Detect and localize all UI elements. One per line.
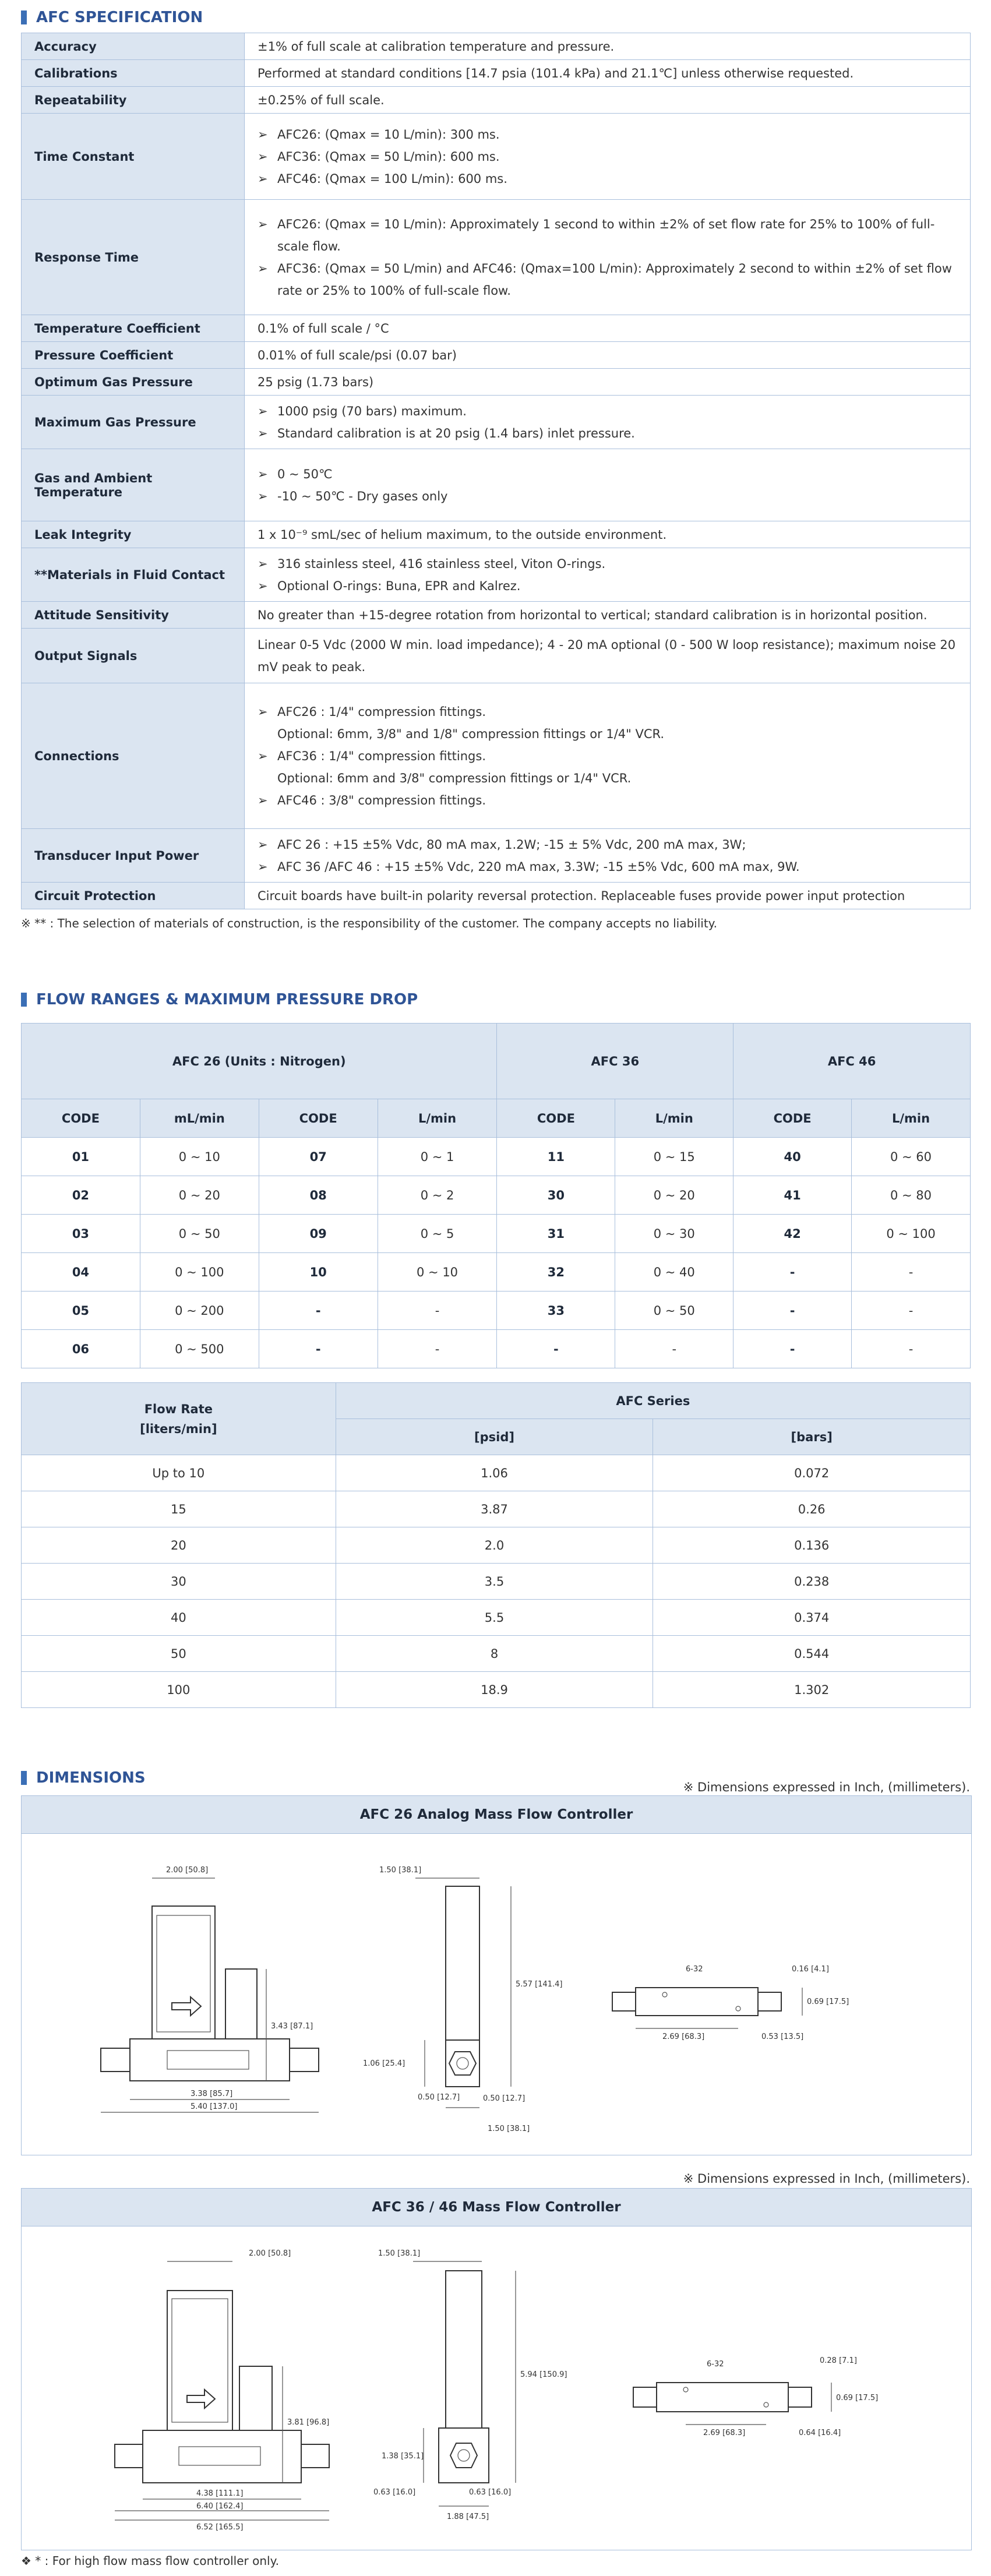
- spec-row: [22, 342, 971, 369]
- spec-bullet-text: 0 ~ 50℃: [277, 467, 333, 481]
- dimensions-section-title: DIMENSIONS: [21, 1766, 146, 1790]
- spec-label: Calibrations: [22, 60, 245, 87]
- psid-cell: 3.5: [336, 1564, 653, 1600]
- dimension-label: 3.38 [85.7]: [191, 2090, 233, 2098]
- dimension-label: 1.88 [47.5]: [447, 2513, 489, 2521]
- spec-label: Accuracy: [22, 33, 245, 60]
- arrow-bullet-icon: ➢: [258, 704, 268, 719]
- dimension-label: 0.50 [12.7]: [483, 2094, 526, 2103]
- spec-label: Time Constant: [22, 114, 245, 200]
- code-cell: 05: [22, 1291, 140, 1330]
- flow-rate-cell: Up to 10: [22, 1455, 336, 1491]
- spec-row: [22, 200, 971, 315]
- dimension-label: 3.43 [87.1]: [271, 2022, 313, 2031]
- spec-bullet-text: AFC 36 /AFC 46 : +15 ±5% Vdc, 220 mA max, 3.3W; -15 ±5% Vdc, 600 mA max, 9W.: [277, 859, 800, 874]
- spec-value: 0.01% of full scale/psi (0.07 bar): [245, 342, 971, 369]
- spec-row: [22, 396, 971, 449]
- table-row: [22, 1330, 971, 1368]
- code-cell: -: [259, 1330, 378, 1368]
- arrow-bullet-icon: ➢: [258, 426, 268, 440]
- spec-bullet: [258, 701, 957, 745]
- range-cell: 0 ~ 10: [140, 1138, 259, 1176]
- psid-cell: 5.5: [336, 1600, 653, 1636]
- psid-cell: 2.0: [336, 1527, 653, 1564]
- spec-value: Performed at standard conditions [14.7 psia (101.4 kPa) and 21.1℃] unless otherwise requested.: [245, 60, 971, 87]
- arrow-bullet-icon: ➢: [258, 556, 268, 571]
- code-cell: 11: [497, 1138, 615, 1176]
- flow-rate-cell: 20: [22, 1527, 336, 1564]
- dimension-label: 0.64 [16.4]: [799, 2429, 841, 2437]
- table-row: [22, 1600, 971, 1636]
- arrow-bullet-icon: ➢: [258, 749, 268, 763]
- flow-rate-cell: 40: [22, 1600, 336, 1636]
- code-cell: -: [259, 1291, 378, 1330]
- bars-cell: 0.26: [653, 1491, 971, 1527]
- dimension-label: 1.38 [35.1]: [382, 2452, 424, 2461]
- code-cell: 03: [22, 1215, 140, 1253]
- table-row: [22, 1527, 971, 1564]
- spec-table: [21, 33, 971, 909]
- spec-bullet: [258, 856, 957, 878]
- dimension-label: 0.63 [16.0]: [373, 2488, 416, 2497]
- spec-label: Attitude Sensitivity: [22, 602, 245, 629]
- code-cell: 41: [733, 1176, 852, 1215]
- spec-value: 0.1% of full scale / °C: [245, 315, 971, 342]
- afc26-side-view: [415, 1878, 511, 2108]
- arrow-bullet-icon: ➢: [258, 837, 268, 852]
- spec-bullet-text: 316 stainless steel, 416 stainless steel, Viton O-rings.: [277, 556, 606, 571]
- section-marker: [21, 1771, 27, 1785]
- dimension-label: 6-32: [707, 2360, 724, 2369]
- table-row: [22, 1455, 971, 1491]
- code-cell: -: [733, 1291, 852, 1330]
- spec-bullet: [258, 146, 957, 168]
- range-cell: -: [378, 1330, 497, 1368]
- code-cell: 31: [497, 1215, 615, 1253]
- flow-rate-cell: 15: [22, 1491, 336, 1527]
- range-cell: -: [852, 1330, 971, 1368]
- afc26-drawing-title: AFC 26 Analog Mass Flow Controller: [22, 1796, 971, 1834]
- group-afc36: AFC 36: [497, 1024, 733, 1099]
- code-cell: 30: [497, 1176, 615, 1215]
- afc26-dimension-drawing: [22, 1834, 970, 2154]
- arrow-bullet-icon: ➢: [258, 149, 268, 164]
- spec-bullet-text: AFC46: (Qmax = 100 L/min): 600 ms.: [277, 171, 507, 186]
- spec-label: Response Time: [22, 200, 245, 315]
- spec-bullet: [258, 553, 957, 575]
- spec-row: [22, 369, 971, 396]
- range-cell: 0 ~ 80: [852, 1176, 971, 1215]
- dimension-label: 6.52 [165.5]: [196, 2523, 244, 2532]
- dimension-label: 1.06 [25.4]: [363, 2059, 405, 2068]
- spec-label: Optimum Gas Pressure: [22, 369, 245, 396]
- psid-cell: 18.9: [336, 1672, 653, 1708]
- afc36-drawing-title: AFC 36 / 46 Mass Flow Controller: [22, 2189, 971, 2226]
- spec-bullet: [258, 168, 957, 190]
- psid-cell: 1.06: [336, 1455, 653, 1491]
- range-cell: 0 ~ 10: [378, 1253, 497, 1291]
- spec-row: [22, 521, 971, 548]
- bars-header: [bars]: [653, 1419, 971, 1455]
- spec-value: No greater than +15-degree rotation from horizontal to vertical; standard calibration is in horizontal position.: [245, 602, 971, 629]
- spec-bullet: [258, 463, 957, 485]
- spec-row: [22, 87, 971, 114]
- dimensions-unit-note-2: ※ Dimensions expressed in Inch, (millimeters).: [683, 2172, 970, 2186]
- spec-bullet-text: AFC36: (Qmax = 50 L/min): 600 ms.: [277, 149, 500, 164]
- code-cell: 04: [22, 1253, 140, 1291]
- range-cell: 0 ~ 1: [378, 1138, 497, 1176]
- flow-column-header: L/min: [615, 1099, 733, 1138]
- spec-bullet: [258, 257, 957, 302]
- bars-cell: 0.136: [653, 1527, 971, 1564]
- bars-cell: 1.302: [653, 1672, 971, 1708]
- spec-bullet-text: AFC 26 : +15 ±5% Vdc, 80 mA max, 1.2W; -15 ± 5% Vdc, 200 mA max, 3W;: [277, 837, 746, 852]
- range-cell: -: [615, 1330, 733, 1368]
- dimension-label: 2.69 [68.3]: [662, 2032, 705, 2041]
- spec-bullet: [258, 789, 957, 811]
- bars-cell: 0.072: [653, 1455, 971, 1491]
- spec-bullet: [258, 834, 957, 856]
- afc36-side-view: [413, 2261, 516, 2506]
- spec-bullet: [258, 745, 957, 789]
- spec-label: Temperature Coefficient: [22, 315, 245, 342]
- spec-bullet-continuation: Optional: 6mm and 3/8" compression fittings or 1/4" VCR.: [277, 771, 632, 785]
- flow-column-header: CODE: [497, 1099, 615, 1138]
- dimension-label: 5.57 [141.4]: [516, 1980, 563, 1989]
- psid-cell: 3.87: [336, 1491, 653, 1527]
- table-row: [22, 1176, 971, 1215]
- spec-value: [245, 396, 971, 449]
- spec-value: Circuit boards have built-in polarity reversal protection. Replaceable fuses provide power input protection: [245, 883, 971, 909]
- dimension-label: 3.81 [96.8]: [287, 2418, 330, 2427]
- code-cell: 06: [22, 1330, 140, 1368]
- spec-bullet-text: 1000 psig (70 bars) maximum.: [277, 404, 467, 418]
- table-row: [22, 1138, 971, 1176]
- spec-bullet: [258, 213, 957, 257]
- spec-label: Leak Integrity: [22, 521, 245, 548]
- spec-row: [22, 683, 971, 829]
- psid-cell: 8: [336, 1636, 653, 1672]
- code-cell: 08: [259, 1176, 378, 1215]
- afc36-top-view: [633, 2383, 831, 2425]
- arrow-bullet-icon: ➢: [258, 127, 268, 142]
- spec-bullet: [258, 485, 957, 507]
- spec-bullet-text: AFC26: (Qmax = 10 L/min): 300 ms.: [277, 127, 500, 142]
- spec-row: [22, 829, 971, 883]
- dimension-label: 0.69 [17.5]: [836, 2394, 879, 2402]
- spec-value: Linear 0-5 Vdc (2000 W min. load impedance); 4 - 20 mA optional (0 - 500 W loop resistance); maximum noise 20 mV peak to peak.: [245, 629, 971, 683]
- dimension-label: 4.38 [111.1]: [196, 2489, 244, 2498]
- range-cell: 0 ~ 20: [140, 1176, 259, 1215]
- afc36-drawing-panel: [21, 2188, 972, 2550]
- spec-bullet-text: AFC26 : 1/4" compression fittings.: [277, 704, 486, 719]
- arrow-bullet-icon: ➢: [258, 578, 268, 593]
- table-row: [22, 1291, 971, 1330]
- afc26-top-view: [612, 1988, 802, 2028]
- arrow-bullet-icon: ➢: [258, 859, 268, 874]
- group-afc26: AFC 26 (Units : Nitrogen): [22, 1024, 497, 1099]
- spec-row: [22, 114, 971, 200]
- table-row: [22, 1491, 971, 1527]
- flow-rate-cell: 100: [22, 1672, 336, 1708]
- spec-row: [22, 602, 971, 629]
- spec-bullet: [258, 575, 957, 597]
- dimension-label: 2.00 [50.8]: [166, 1866, 209, 1875]
- spec-value: [245, 829, 971, 883]
- spec-bullet-text: -10 ~ 50℃ - Dry gases only: [277, 489, 448, 503]
- afc26-drawing-panel: [21, 1795, 972, 2155]
- code-cell: 33: [497, 1291, 615, 1330]
- dimension-label: 0.69 [17.5]: [807, 1998, 849, 2006]
- spec-label: **Materials in Fluid Contact: [22, 548, 245, 602]
- afc-series-header: AFC Series: [336, 1383, 970, 1419]
- code-cell: -: [733, 1330, 852, 1368]
- dimension-label: 0.63 [16.0]: [469, 2488, 512, 2497]
- range-cell: -: [378, 1291, 497, 1330]
- range-cell: 0 ~ 5: [378, 1215, 497, 1253]
- dimension-label: 0.50 [12.7]: [418, 2093, 460, 2102]
- spec-value: [245, 200, 971, 315]
- section-marker: [21, 10, 27, 24]
- spec-row: [22, 60, 971, 87]
- arrow-bullet-icon: ➢: [258, 261, 268, 276]
- dimension-label: 0.16 [4.1]: [792, 1965, 829, 1974]
- dimension-label: 1.50 [38.1]: [488, 2125, 530, 2133]
- dimension-label: 2.69 [68.3]: [703, 2429, 746, 2437]
- spec-label: Maximum Gas Pressure: [22, 396, 245, 449]
- spec-bullet-text: AFC46 : 3/8" compression fittings.: [277, 793, 486, 807]
- table-row: [22, 1636, 971, 1672]
- code-cell: 32: [497, 1253, 615, 1291]
- spec-label: Pressure Coefficient: [22, 342, 245, 369]
- dimensions-footnote: ❖ * : For high flow mass flow controller only.: [21, 2554, 279, 2568]
- range-cell: 0 ~ 40: [615, 1253, 733, 1291]
- arrow-bullet-icon: ➢: [258, 171, 268, 186]
- arrow-bullet-icon: ➢: [258, 489, 268, 503]
- code-cell: -: [733, 1253, 852, 1291]
- dimension-label: 1.50 [38.1]: [378, 2249, 421, 2258]
- code-cell: 07: [259, 1138, 378, 1176]
- afc36-dimension-drawing: [22, 2226, 970, 2549]
- bars-cell: 0.374: [653, 1600, 971, 1636]
- spec-value: ±1% of full scale at calibration temperature and pressure.: [245, 33, 971, 60]
- code-cell: 40: [733, 1138, 852, 1176]
- arrow-bullet-icon: ➢: [258, 467, 268, 481]
- afc26-front-view: [101, 1878, 319, 2112]
- range-cell: 0 ~ 100: [852, 1215, 971, 1253]
- afc36-front-view: [115, 2261, 329, 2520]
- spec-bullet-text: Optional O-rings: Buna, EPR and Kalrez.: [277, 578, 521, 593]
- code-cell: 09: [259, 1215, 378, 1253]
- range-cell: 0 ~ 30: [615, 1215, 733, 1253]
- flow-rate-cell: 50: [22, 1636, 336, 1672]
- flow-column-header: L/min: [378, 1099, 497, 1138]
- range-cell: 0 ~ 2: [378, 1176, 497, 1215]
- range-cell: -: [852, 1253, 971, 1291]
- arrow-bullet-icon: ➢: [258, 217, 268, 231]
- spec-value: [245, 548, 971, 602]
- arrow-bullet-icon: ➢: [258, 404, 268, 418]
- flow-column-header: CODE: [733, 1099, 852, 1138]
- range-cell: 0 ~ 60: [852, 1138, 971, 1176]
- spec-value: 25 psig (1.73 bars): [245, 369, 971, 396]
- flow-rate-header: Flow Rate [liters/min]: [22, 1383, 336, 1455]
- spec-row: [22, 33, 971, 60]
- code-cell: 10: [259, 1253, 378, 1291]
- table-row: [22, 1672, 971, 1708]
- range-cell: 0 ~ 100: [140, 1253, 259, 1291]
- spec-bullet-text: Standard calibration is at 20 psig (1.4 bars) inlet pressure.: [277, 426, 635, 440]
- bars-cell: 0.544: [653, 1636, 971, 1672]
- spec-bullet: [258, 400, 957, 422]
- spec-row: [22, 629, 971, 683]
- spec-value: ±0.25% of full scale.: [245, 87, 971, 114]
- spec-section-title: AFC SPECIFICATION: [21, 6, 203, 29]
- spec-label: Transducer Input Power: [22, 829, 245, 883]
- flow-column-header: mL/min: [140, 1099, 259, 1138]
- spec-value: 1 x 10⁻⁹ smL/sec of helium maximum, to the outside environment.: [245, 521, 971, 548]
- spec-bullet-text: AFC36 : 1/4" compression fittings.: [277, 749, 486, 763]
- dimension-label: 0.28 [7.1]: [820, 2356, 857, 2365]
- range-cell: 0 ~ 50: [615, 1291, 733, 1330]
- range-cell: 0 ~ 15: [615, 1138, 733, 1176]
- flow-section-title: FLOW RANGES & MAXIMUM PRESSURE DROP: [21, 988, 418, 1011]
- spec-label: Output Signals: [22, 629, 245, 683]
- spec-label: Connections: [22, 683, 245, 829]
- table-row: [22, 1215, 971, 1253]
- flow-column-header: CODE: [22, 1099, 140, 1138]
- flow-column-header: CODE: [259, 1099, 378, 1138]
- bars-cell: 0.238: [653, 1564, 971, 1600]
- spec-row: [22, 315, 971, 342]
- spec-bullet-text: AFC36: (Qmax = 50 L/min) and AFC46: (Qmax=100 L/min): Approximately 2 second to within ±2% of set flow rate or 25% to 100% of full-scale flow.: [277, 261, 952, 298]
- pressure-drop-table: [21, 1382, 971, 1708]
- psid-header: [psid]: [336, 1419, 653, 1455]
- spec-bullet-continuation: Optional: 6mm, 3/8" and 1/8" compression fittings or 1/4" VCR.: [277, 726, 665, 741]
- dimension-label: 6.40 [162.4]: [196, 2502, 244, 2511]
- arrow-bullet-icon: ➢: [258, 793, 268, 807]
- code-cell: 42: [733, 1215, 852, 1253]
- spec-bullet: [258, 422, 957, 444]
- table-row: [22, 1564, 971, 1600]
- range-cell: 0 ~ 200: [140, 1291, 259, 1330]
- spec-footnote: ※ ** : The selection of materials of construction, is the responsibility of the customer. The company accepts no liability.: [21, 916, 718, 930]
- section-marker: [21, 993, 27, 1007]
- spec-value: [245, 683, 971, 829]
- spec-value: [245, 114, 971, 200]
- flow-rate-cell: 30: [22, 1564, 336, 1600]
- group-afc46: AFC 46: [733, 1024, 971, 1099]
- dimension-label: 0.53 [13.5]: [761, 2032, 804, 2041]
- spec-bullet-text: AFC26: (Qmax = 10 L/min): Approximately 1 second to within ±2% of set flow rate for 25% to 100% of full-scale flow.: [277, 217, 935, 253]
- code-cell: 01: [22, 1138, 140, 1176]
- spec-row: [22, 449, 971, 521]
- spec-row: [22, 548, 971, 602]
- spec-bullet: [258, 123, 957, 146]
- spec-label: Gas and Ambient Temperature: [22, 449, 245, 521]
- spec-value: [245, 449, 971, 521]
- spec-row: [22, 883, 971, 909]
- range-cell: -: [852, 1291, 971, 1330]
- range-cell: 0 ~ 20: [615, 1176, 733, 1215]
- dimension-label: 2.00 [50.8]: [249, 2249, 291, 2258]
- dimension-label: 6-32: [686, 1965, 703, 1974]
- dimension-label: 1.50 [38.1]: [379, 1866, 422, 1875]
- range-cell: 0 ~ 500: [140, 1330, 259, 1368]
- dimension-label: 5.94 [150.9]: [520, 2370, 567, 2379]
- code-cell: 02: [22, 1176, 140, 1215]
- dimensions-unit-note: ※ Dimensions expressed in Inch, (millimeters).: [683, 1780, 970, 1794]
- spec-label: Circuit Protection: [22, 883, 245, 909]
- dimension-label: 5.40 [137.0]: [191, 2102, 238, 2111]
- spec-label: Repeatability: [22, 87, 245, 114]
- flow-column-header: L/min: [852, 1099, 971, 1138]
- code-cell: -: [497, 1330, 615, 1368]
- range-cell: 0 ~ 50: [140, 1215, 259, 1253]
- flow-range-table: [21, 1023, 971, 1368]
- table-row: [22, 1253, 971, 1291]
